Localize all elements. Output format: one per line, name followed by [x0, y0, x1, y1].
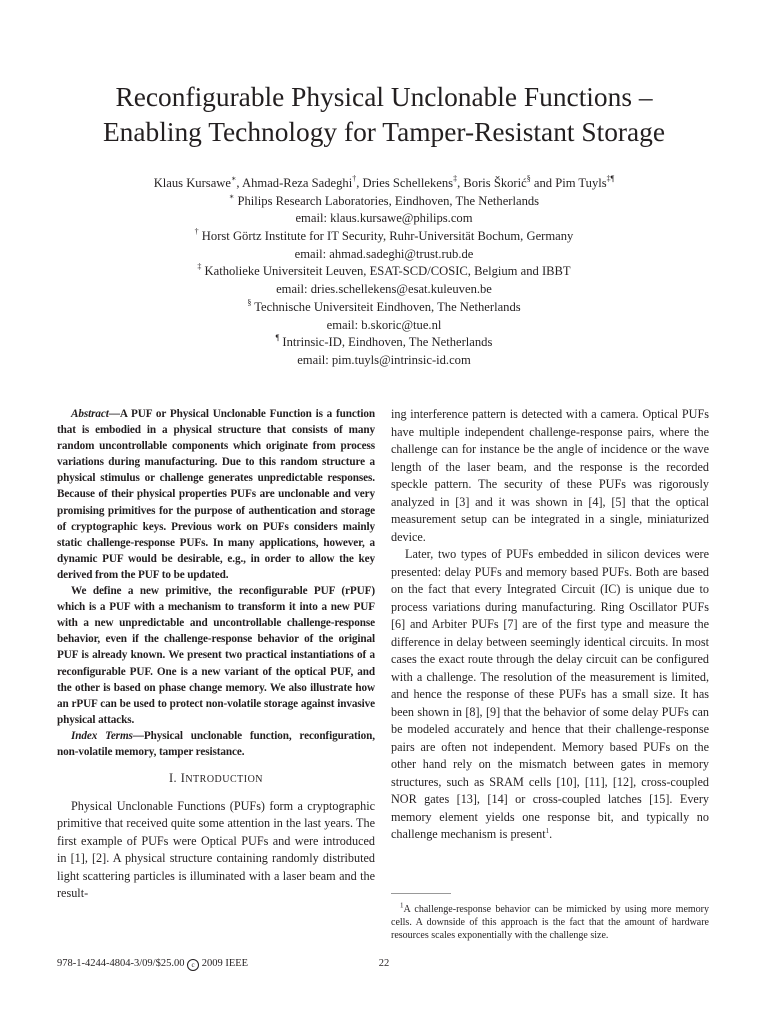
- footnote-text: A challenge-response behavior can be mimicked by using more memory cells. A downside of this approach is the fact that the amount of hardware resources scales exponentially with the challenge size.: [391, 904, 709, 942]
- affiliation-mark: ¶: [275, 333, 280, 342]
- affiliation-line: [40, 263, 728, 281]
- affiliation-email: email: b.skoric@tue.nl: [326, 317, 442, 332]
- abstract-dash: —: [132, 729, 144, 742]
- author-name: Dries Schellekens: [362, 176, 454, 190]
- sentence-end: .: [549, 827, 553, 841]
- copyright-icon: c: [187, 959, 199, 971]
- copyright-year: 2009 IEEE: [199, 958, 249, 969]
- affiliation-text: Technische Universiteit Eindhoven, The Netherlands: [251, 299, 521, 314]
- paper-title: [40, 80, 728, 150]
- page-number: 22: [378, 958, 390, 969]
- index-terms-text: Physical unclonable function, reconfiguration, non-volatile memory, tamper resistance.: [57, 729, 375, 758]
- affiliation-email: email: pim.tuyls@intrinsic-id.com: [297, 352, 471, 367]
- author-separator: ,: [236, 176, 243, 190]
- body-paragraph: ing interference pattern is detected with a camera. Optical PUFs have multiple independent challenge-response pairs, where the challenge can for instance be the angle of incidence or the wave length of the laser beam, and the response is the recorded speckle pattern. The security of these PUFs was rigorously analyzed in [3] and it was shown in [4], [5] that the optical measurement setup can be integrated in a single, miniaturized device.: [391, 407, 709, 544]
- footnote-mark: 1: [400, 901, 404, 910]
- affiliation-mark: ‡: [453, 173, 458, 183]
- abstract-paragraph: [57, 406, 375, 583]
- affiliation-line: [40, 193, 728, 211]
- author-name: Boris Škorić: [463, 176, 527, 190]
- footnote-divider: [391, 893, 451, 894]
- affiliation-mark: ∗: [228, 191, 235, 201]
- left-column: [57, 406, 375, 903]
- index-terms-label: Index Terms: [71, 729, 133, 742]
- affiliation-mark: §: [526, 173, 531, 183]
- author-separator: and: [530, 176, 556, 190]
- author-separator: ,: [356, 176, 363, 190]
- index-terms: [57, 728, 375, 760]
- section-title-rest: NTRODUCTION: [185, 774, 264, 786]
- author-separator: ,: [457, 176, 464, 190]
- body-paragraph: [391, 546, 709, 844]
- title-line-2: Enabling Technology for Tamper-Resistant Storage: [102, 117, 666, 147]
- isbn-text: 978-1-4244-4804-3/09/$25.00: [57, 958, 188, 969]
- title-line-1: Reconfigurable Physical Unclonable Functions –: [115, 82, 653, 112]
- footnote: [391, 903, 709, 943]
- copyright-footer: [57, 958, 248, 971]
- author-list: [40, 175, 728, 193]
- affiliation-text: Philips Research Laboratories, Eindhoven, The Netherlands: [234, 193, 540, 208]
- affiliation-email: email: klaus.kursawe@philips.com: [295, 211, 473, 226]
- affiliation-mark: §: [247, 297, 252, 307]
- section-heading: [57, 770, 375, 789]
- affiliation-email: email: dries.schellekens@esat.kuleuven.be: [276, 282, 492, 297]
- author-name: Klaus Kursawe: [153, 176, 231, 190]
- affiliation-mark: ‡¶: [606, 173, 615, 183]
- affiliation-line: [40, 299, 728, 317]
- right-column: [391, 406, 709, 844]
- affiliation-line: [40, 334, 728, 352]
- author-name: Pim Tuyls: [555, 176, 607, 190]
- footnote-ref: 1: [545, 826, 550, 835]
- affiliation-text: Horst Görtz Institute for IT Security, Ruhr-Universität Bochum, Germany: [198, 229, 574, 244]
- abstract-label: Abstract: [71, 408, 109, 420]
- affiliation-text: Intrinsic-ID, Eindhoven, The Netherlands: [279, 335, 493, 350]
- author-block: [40, 175, 728, 370]
- affiliation-line: [40, 228, 728, 246]
- affiliation-mark: ‡: [197, 262, 202, 272]
- author-name: Ahmad-Reza Sadeghi: [242, 176, 353, 190]
- abstract-text: A PUF or Physical Unclonable Function is a function that is embodied in a physical structure that consists of many random uncontrollable components which originate from process variations during manufacturing. Due to this random structure a physical stimulus or challenge generates unpredictable responses. Because of their physical properties PUFs are unclonable and very promising primitives for the purpose of authentication and storage of cryptographic keys. Previous work on PUFs considers mainly static challenge-response PUFs. In many applications, however, a dynamic PUF would be desirable, e.g., in order to allow the key derived from the PUF to be updated.: [57, 408, 375, 581]
- affiliation-mark: †: [352, 173, 357, 183]
- section-title-initial: I: [180, 771, 186, 786]
- affiliation-email: email: ahmad.sadeghi@trust.rub.de: [294, 246, 474, 261]
- affiliation-text: Katholieke Universiteit Leuven, ESAT-SCD/COSIC, Belgium and IBBT: [201, 264, 571, 279]
- affiliation-mark: ∗: [230, 173, 237, 183]
- body-text: Later, two types of PUFs embedded in silicon devices were presented: delay PUFs and memory based PUFs. Both are based on the fact that every Integrated Circuit (IC) is unique due to process variations during manufacturing. Ring Oscillator PUFs [6] and Arbiter PUFs [7] are of the first type and measure the difference in delay between seemingly identical circuits. In most cases the exact route through the delay circuit can be configured with a challenge. The resolution of the measurement is limited, and hence the response of these PUFs has a small size. It has been shown in [8], [9] that the behavior of some delay PUFs can be modeled accurately and hence that their challenge-response pairs are often not independent. Memory based PUFs on the other hand rely on the mismatch between gates in memory structures, such as SRAM cells [10], [11], [12], cross-coupled NOR gates [13], [14] or cross-coupled latches [15]. Every memory element yields one response bit, and typically no challenge mechanism is present: [391, 547, 709, 841]
- abstract-dash: —: [108, 408, 120, 420]
- abstract-paragraph: We define a new primitive, the reconfigurable PUF (rPUF) which is a PUF with a mechanism to transform it into a new PUF with a new unpredictable and uncontrollable challenge-response behavior, even if the challenge-response behavior of the original PUF is already known. We present two practical instantiations of a reconfigurable PUF. One is a new variant of the optical PUF, and the other is based on phase change memory. We also illustrate how an rPUF can be used to protect non-volatile storage against invasive physical attacks.: [57, 585, 375, 726]
- body-paragraph: Physical Unclonable Functions (PUFs) form a cryptographic primitive that received quite some attention in the last years. The first example of PUFs were Optical PUFs and were introduced in [1], [2]. A physical structure containing randomly distributed light scattering particles is illuminated with a laser beam and the result-: [57, 798, 375, 901]
- section-number: I.: [168, 771, 181, 786]
- affiliation-mark: †: [194, 226, 199, 236]
